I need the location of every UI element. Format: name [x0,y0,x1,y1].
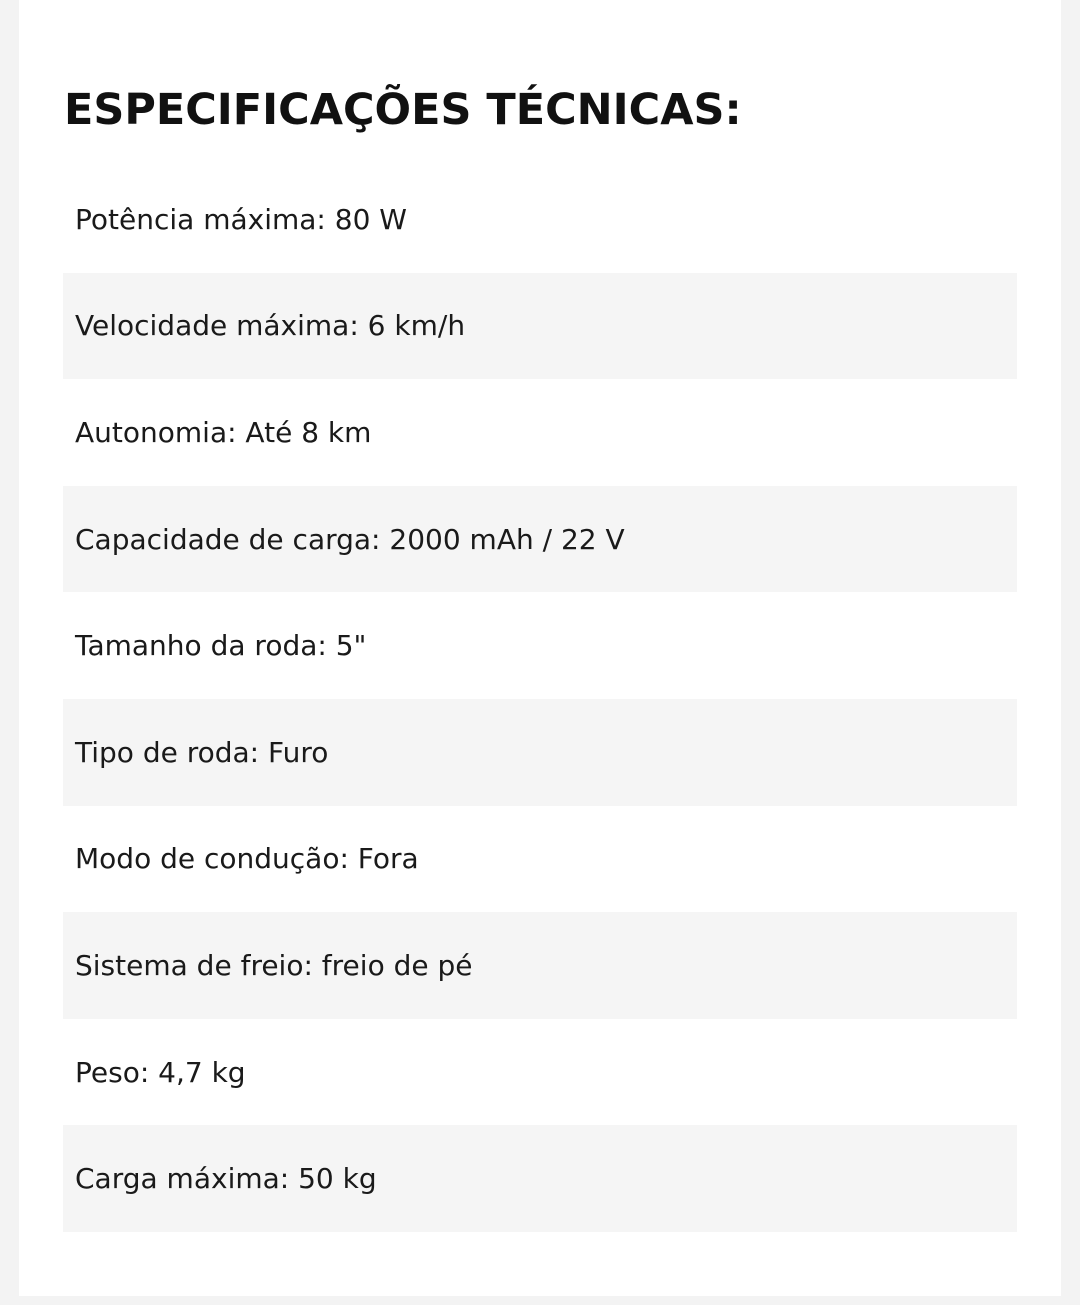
spec-row-brake-system: Sistema de freio: freio de pé [63,912,1017,1019]
spec-row-wheel-size: Tamanho da roda: 5" [75,629,367,663]
spec-row-max-power: Potência máxima: 80 W [75,202,407,236]
spec-row-range: Autonomia: Até 8 km [75,415,372,449]
spec-table [63,166,1017,1232]
spec-row-battery-capacity: Capacidade de carga: 2000 mAh / 22 V [63,486,1017,593]
spec-row-max-speed: Velocidade máxima: 6 km/h [63,273,1017,380]
spec-card [19,0,1061,1296]
spec-row-weight: Peso: 4,7 kg [75,1055,246,1089]
spec-row-max-load: Carga máxima: 50 kg [63,1125,1017,1232]
spec-row-wheel-type: Tipo de roda: Furo [63,699,1017,806]
spec-row-riding-mode: Modo de condução: Fora [75,842,419,876]
page-title: ESPECIFICAÇÕES TÉCNICAS: [64,85,742,135]
